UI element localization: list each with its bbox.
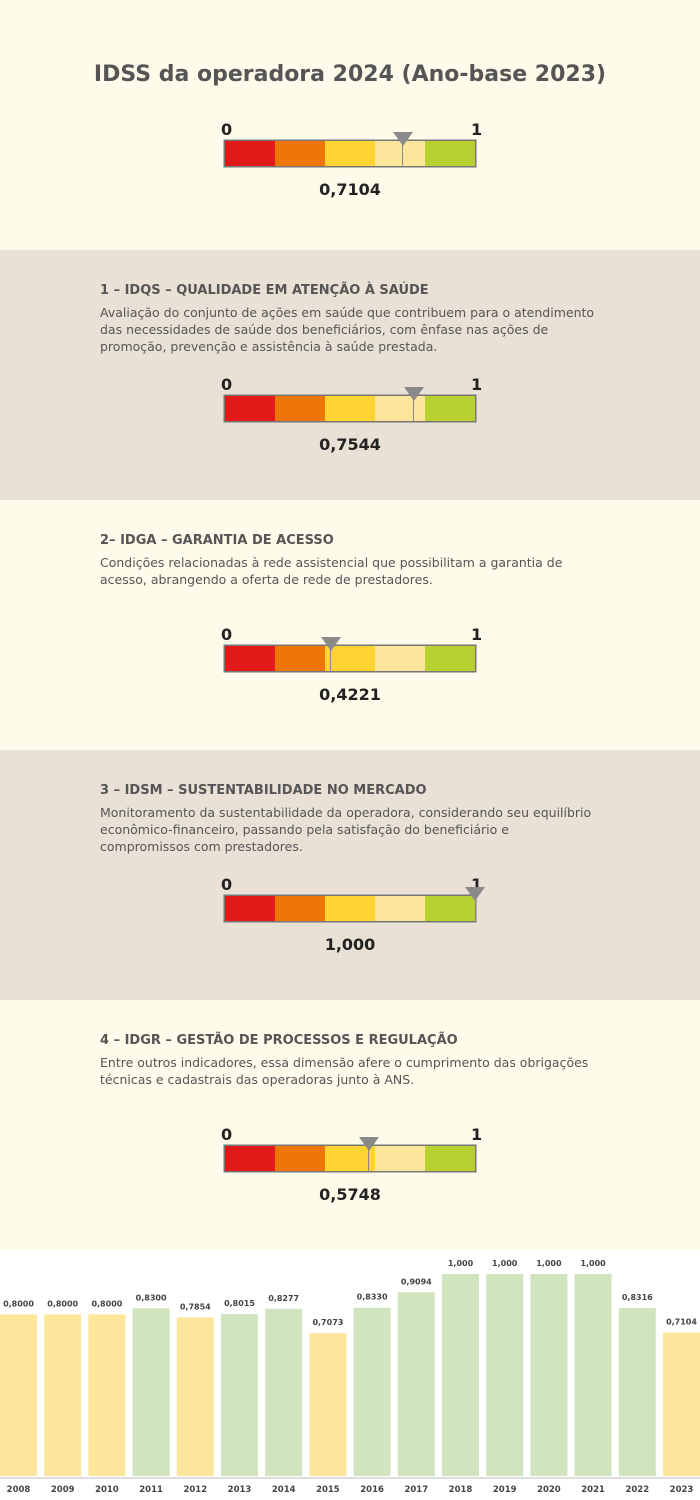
idqs-gauge	[221, 375, 483, 455]
section-description: Entre outros indicadores, essa dimensão afere o cumprimento das obrigações técnicas e cadastrais das operadoras junto à ANS.	[100, 1055, 589, 1087]
x-tick-label: 2008	[6, 1485, 31, 1495]
section-description: Avaliação do conjunto de ações em saúde que contribuem para o atendimento das necessidades de saúde dos beneficiários, com ênfase nas ações de promoção, prevenção e assistência à saúde prestada.	[100, 305, 595, 354]
x-tick-label: 2017	[404, 1485, 429, 1495]
bar	[530, 1274, 567, 1476]
bar-value-label: 1,000	[580, 1259, 606, 1268]
gauge-segment	[425, 141, 475, 166]
scale-min-label: 0	[221, 625, 233, 644]
bar-value-label: 0,8000	[91, 1299, 123, 1309]
section-idqs	[0, 250, 700, 500]
bar	[486, 1274, 523, 1476]
x-tick-label: 2022	[625, 1485, 650, 1495]
gauge-segment	[275, 396, 325, 421]
x-tick-label: 2011	[139, 1485, 163, 1495]
gauge-segment	[375, 1146, 425, 1171]
x-tick-label: 2021	[581, 1485, 605, 1495]
bar	[663, 1332, 700, 1476]
gauge-bar	[225, 396, 475, 421]
bar-value-label: 0,8316	[621, 1293, 653, 1303]
scale-max-label: 1	[471, 375, 483, 394]
gauge-segment	[425, 1146, 475, 1171]
scale-max-label: 1	[471, 875, 483, 894]
gauge-value: 0,7544	[319, 435, 381, 454]
bar	[575, 1274, 612, 1476]
gauge-segment	[325, 896, 375, 921]
x-tick-label: 2009	[50, 1485, 75, 1495]
section-description: Monitoramento da sustentabilidade da operadora, considerando seu equilíbrio econômico-financeiro, passando pela satisfação do beneficiário e compromissos com prestadores.	[100, 805, 592, 854]
bar	[442, 1274, 479, 1476]
bar-value-label: 0,7854	[179, 1302, 211, 1312]
gauge-bar	[225, 1146, 475, 1171]
bar	[177, 1317, 214, 1476]
scale-max-label: 1	[471, 120, 483, 139]
gauge-value: 1,000	[324, 935, 376, 954]
bar-value-label: 0,8000	[3, 1299, 34, 1309]
scale-min-label: 0	[221, 375, 233, 394]
bar	[398, 1292, 435, 1476]
x-tick-label: 2012	[183, 1485, 208, 1495]
section-title: 4 – IDGR – GESTÃO DE PROCESSOS E REGULAÇÃO	[100, 1033, 458, 1048]
history-chart-band	[0, 1250, 700, 1500]
bar	[354, 1308, 391, 1476]
gauge-bar	[225, 646, 475, 671]
gauge-segment	[325, 141, 375, 166]
idga-gauge	[221, 625, 483, 705]
scale-max-label: 1	[471, 1125, 483, 1144]
bar	[309, 1333, 346, 1476]
gauge-segment	[425, 396, 475, 421]
gauge-value: 0,4221	[319, 685, 381, 704]
main-gauge	[221, 120, 483, 200]
bar-value-label: 1,000	[492, 1259, 518, 1268]
gauge-segment	[375, 896, 425, 921]
x-tick-label: 2018	[448, 1485, 473, 1495]
section-title: 1 – IDQS – QUALIDADE EM ATENÇÃO À SAÚDE	[100, 283, 429, 298]
gauge-segment	[275, 141, 325, 166]
x-tick-label: 2014	[271, 1485, 296, 1495]
section-idgr	[0, 1000, 700, 1250]
bar-value-label: 0,7104	[666, 1317, 697, 1327]
scale-max-label: 1	[471, 625, 483, 644]
gauge-segment	[225, 141, 275, 166]
section-description: Condições relacionadas à rede assistencial que possibilitam a garantia de acesso, abrangendo a oferta de rede de prestadores.	[100, 555, 563, 587]
gauge-bar	[225, 141, 475, 166]
history-bar-chart	[0, 1250, 700, 1500]
bar	[88, 1314, 125, 1476]
x-tick-label: 2023	[669, 1485, 694, 1495]
gauge-segment	[375, 646, 425, 671]
bar-value-label: 0,9094	[400, 1277, 432, 1287]
x-tick-label: 2019	[492, 1485, 517, 1495]
gauge-segment	[325, 396, 375, 421]
scale-min-label: 0	[221, 1125, 233, 1144]
scale-min-label: 0	[221, 875, 233, 894]
gauge-bar	[225, 896, 475, 921]
gauge-segment	[225, 1146, 275, 1171]
section-title: 2– IDGA – GARANTIA DE ACESSO	[100, 533, 334, 548]
x-tick-label: 2020	[537, 1485, 561, 1495]
section-idsm	[0, 750, 700, 1000]
idsm-gauge	[221, 875, 483, 955]
bar-value-label: 0,8000	[47, 1299, 79, 1309]
gauge-segment	[275, 646, 325, 671]
section-idga	[0, 500, 700, 750]
gauge-value: 0,7104	[319, 180, 381, 199]
header-band	[0, 0, 700, 250]
gauge-value: 0,5748	[319, 1185, 381, 1204]
bar-value-label: 0,8330	[356, 1292, 388, 1302]
bar-value-label: 0,8277	[268, 1293, 300, 1303]
bar-value-label: 1,000	[536, 1259, 562, 1268]
scale-min-label: 0	[221, 120, 233, 139]
section-title: 3 – IDSM – SUSTENTABILIDADE NO MERCADO	[100, 783, 427, 798]
bar-value-label: 0,7073	[312, 1318, 344, 1328]
idgr-gauge	[221, 1125, 483, 1205]
bar-value-label: 0,8300	[135, 1293, 167, 1303]
bar	[265, 1309, 302, 1476]
bar-value-label: 1,000	[447, 1259, 474, 1268]
bar	[44, 1314, 81, 1476]
gauge-segment	[225, 396, 275, 421]
gauge-segment	[225, 646, 275, 671]
bar	[133, 1308, 170, 1476]
x-tick-label: 2013	[227, 1485, 252, 1495]
gauge-segment	[425, 646, 475, 671]
gauge-segment	[275, 1146, 325, 1171]
bar	[221, 1314, 258, 1476]
bar	[0, 1314, 37, 1476]
bar-value-label: 0,8015	[224, 1299, 255, 1309]
gauge-segment	[225, 896, 275, 921]
bar	[619, 1308, 656, 1476]
x-tick-label: 2010	[95, 1485, 119, 1495]
page-title: IDSS da operadora 2024 (Ano-base 2023)	[93, 62, 607, 87]
x-tick-label: 2015	[316, 1485, 340, 1495]
gauge-segment	[275, 896, 325, 921]
x-tick-label: 2016	[360, 1485, 384, 1495]
